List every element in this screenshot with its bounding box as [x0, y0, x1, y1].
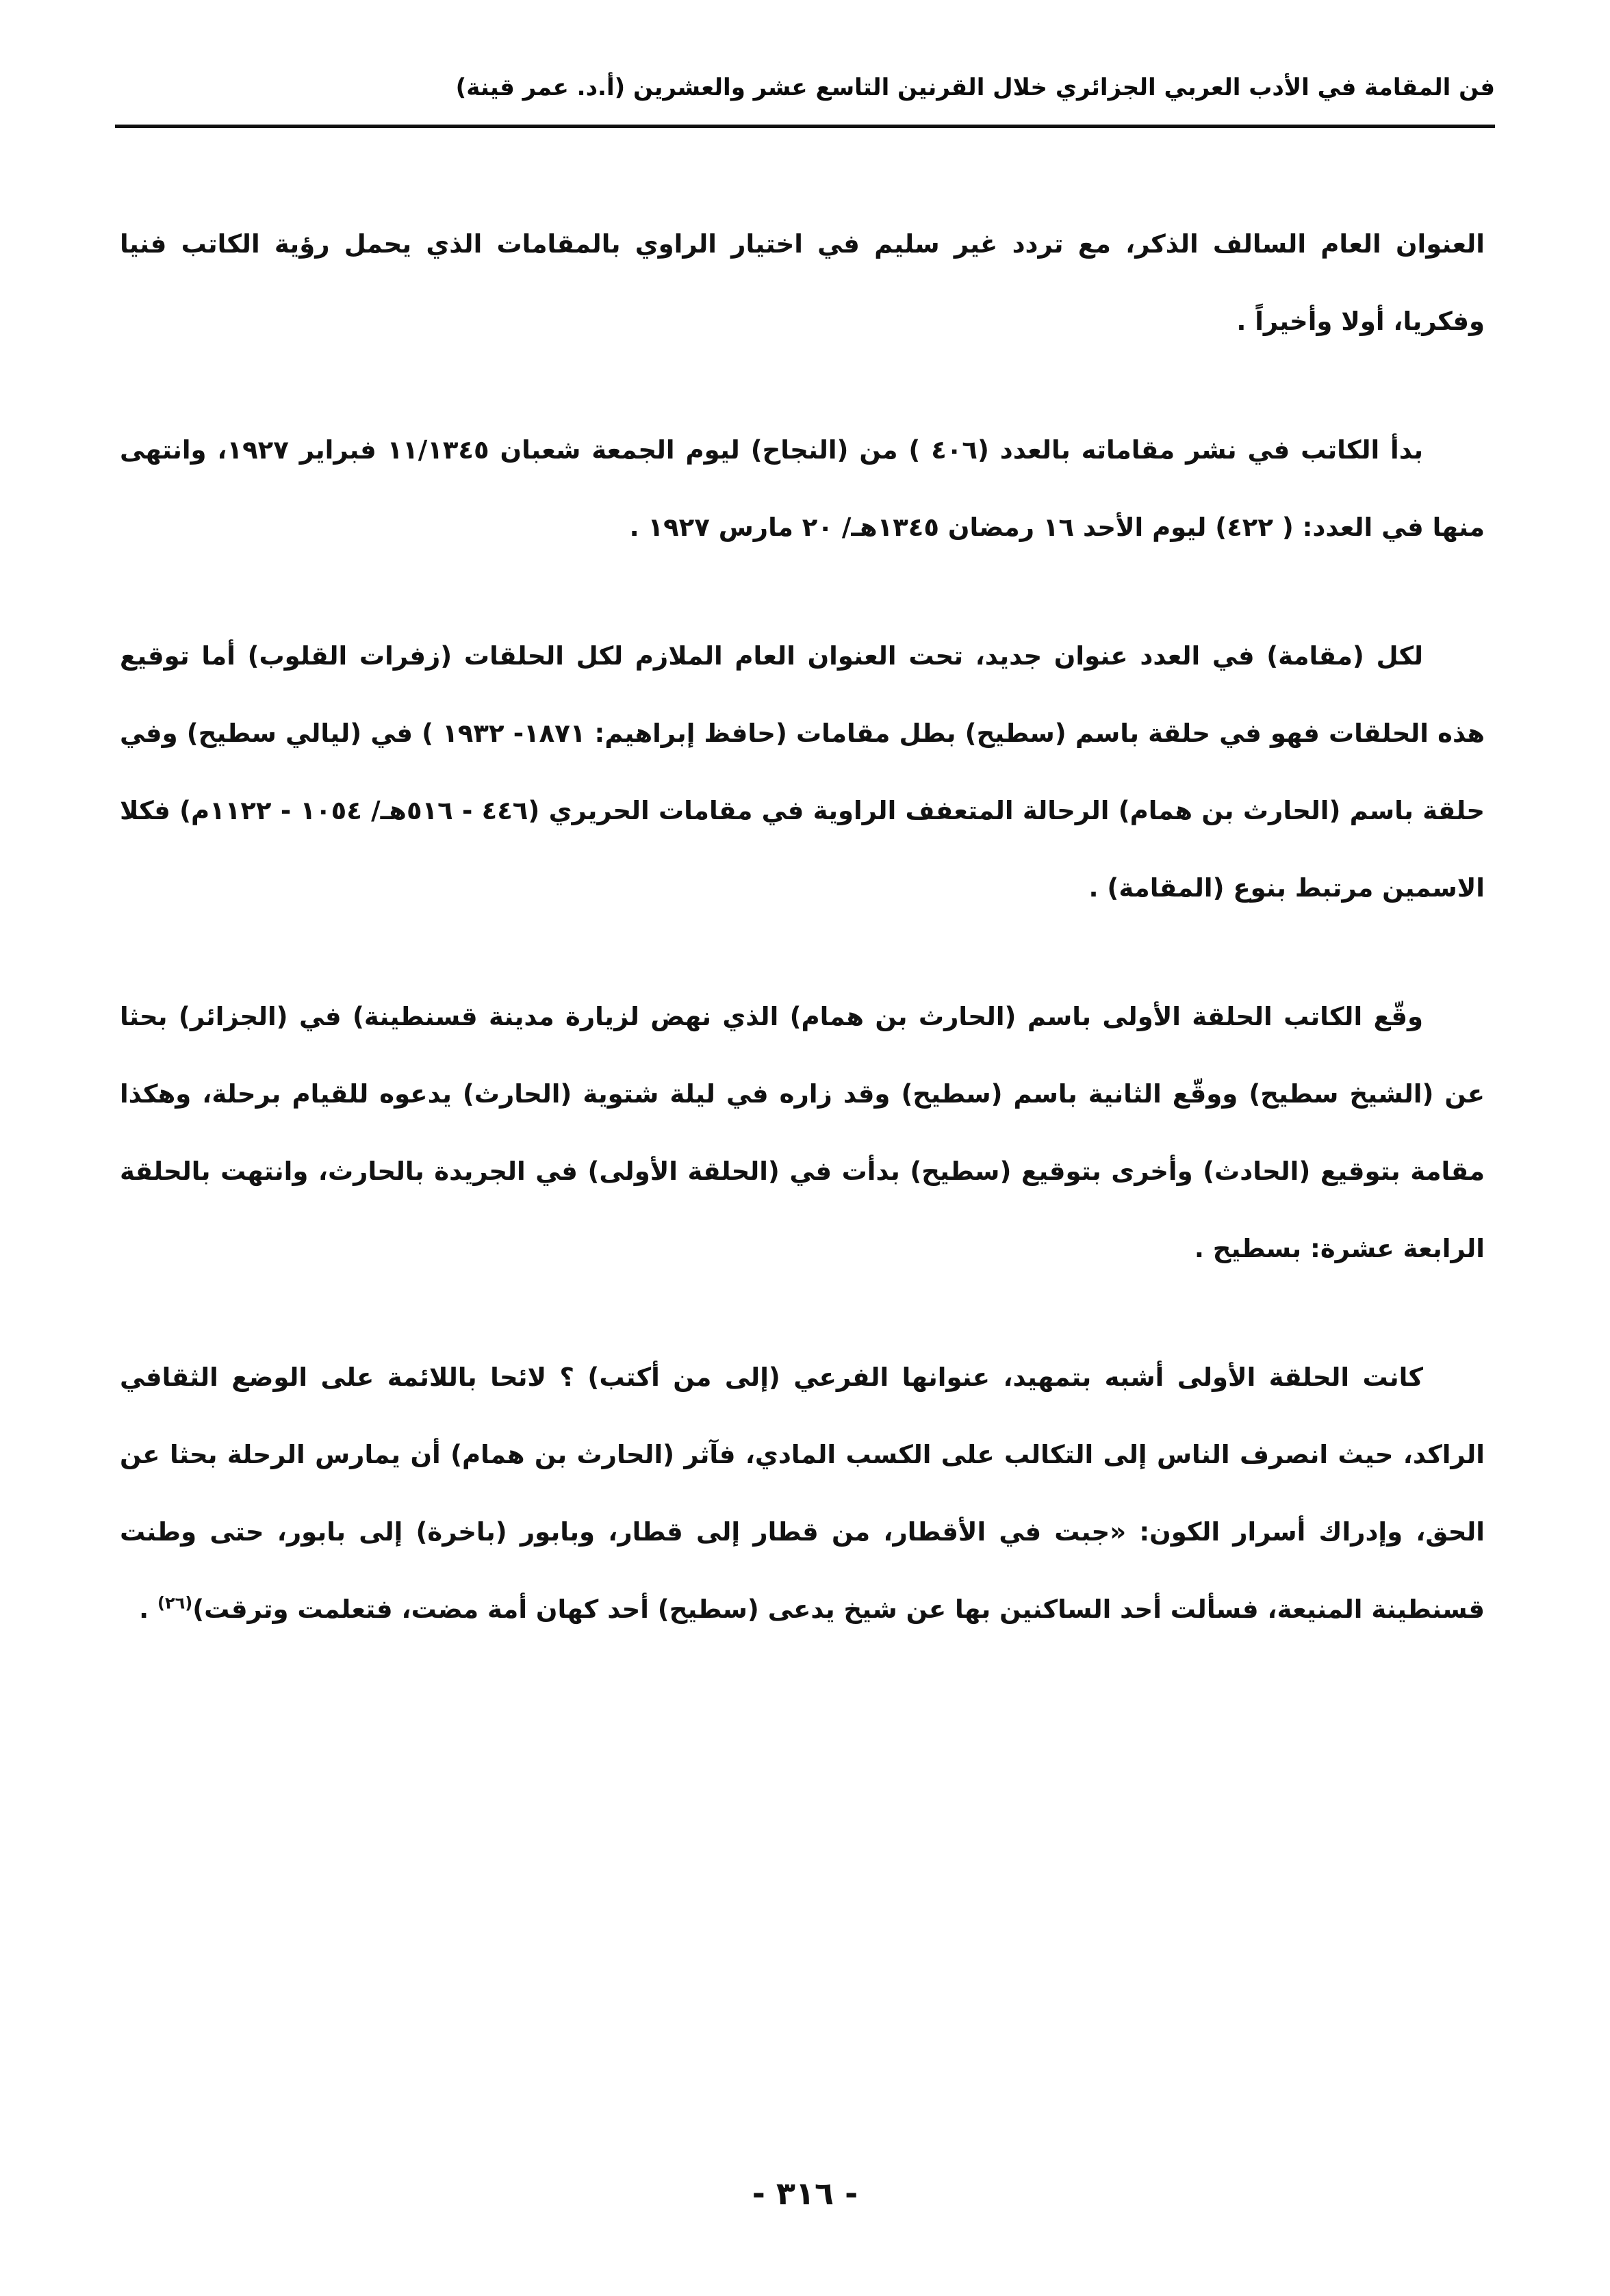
header-rule	[115, 125, 1495, 128]
paragraph-5-text: كانت الحلقة الأولى أشبه بتمهيد، عنوانها الفرعي (إلى من أكتب) ؟ لائحا باللائمة على الوضع الثقافي الراكد، حيث انصرف الناس إلى التكالب على الكسب المادي، فآثر (الحارث بن همام) أن يمارس الرحلة بحثا عن الحق، وإدراك أسرار الكون: «جبت في الأقطار، من قطار إلى قطار، وبابور (باخرة) إلى بابور، حتى وطنت قسنطينة المنيعة، فسألت أحد الساكنين بها عن شيخ يدعى (سطيح) أحد كهان أمة مضت، فتعلمت وترقت)	[120, 1363, 1485, 1624]
paragraph-1: العنوان العام السالف الذكر، مع تردد غير سليم في اختيار الراوي بالمقامات الذي يحمل رؤية الكاتب فنيا وفكريا، أولا وأخيراً .	[120, 229, 1485, 336]
paragraph-5	[120, 1339, 1485, 1648]
running-header: فن المقامة في الأدب العربي الجزائري خلال القرنين التاسع عشر والعشرين (أ.د. عمر قينة)	[455, 74, 1495, 101]
paragraph-2: بدأ الكاتب في نشر مقاماته بالعدد (٤٠٦ ) من (النجاح) ليوم الجمعة شعبان ١١/١٣٤٥ فبراير ١٩٢٧، وانتهى منها في العدد: ( ٤٢٢) ليوم الأحد ١٦ رمضان ١٣٤٥هـ/ ٢٠ مارس ١٩٢٧ .	[120, 435, 1485, 542]
body-text	[120, 205, 1485, 1648]
paragraph-3: لكل (مقامة) في العدد عنوان جديد، تحت العنوان العام الملازم لكل الحلقات (زفرات القلوب) أما توقيع هذه الحلقات فهو في حلقة باسم (سطيح) بطل مقامات (حافظ إبراهيم: ١٨٧١- ١٩٣٢ ) في (ليالي سطيح) وفي حلقة باسم (الحارث بن همام) الرحالة المتعفف الراوية في مقامات الحريري (٤٤٦ - ٥١٦هـ/ ١٠٥٤ - ١١٢٢م) فكلا الاسمين مرتبط بنوع (المقامة) .	[120, 641, 1485, 903]
paragraph-4: وقّع الكاتب الحلقة الأولى باسم (الحارث بن همام) الذي نهض لزيارة مدينة قسنطينة) في (الجزائر) بحثا عن (الشيخ سطيح) ووقّع الثانية باسم (سطيح) وقد زاره في ليلة شتوية (الحارث) يدعوه للقيام برحلة، وهكذا مقامة بتوقيع (الحادث) وأخرى بتوقيع (سطيح) بدأت في (الحلقة الأولى) في الجريدة بالحارث، وانتهت بالحلقة الرابعة عشرة: بسطيح .	[120, 1002, 1485, 1263]
closing-punctuation: .	[139, 1595, 149, 1624]
footnote-reference: (٢٦)	[157, 1593, 193, 1613]
page-number: - ٣١٦ -	[752, 2175, 858, 2212]
